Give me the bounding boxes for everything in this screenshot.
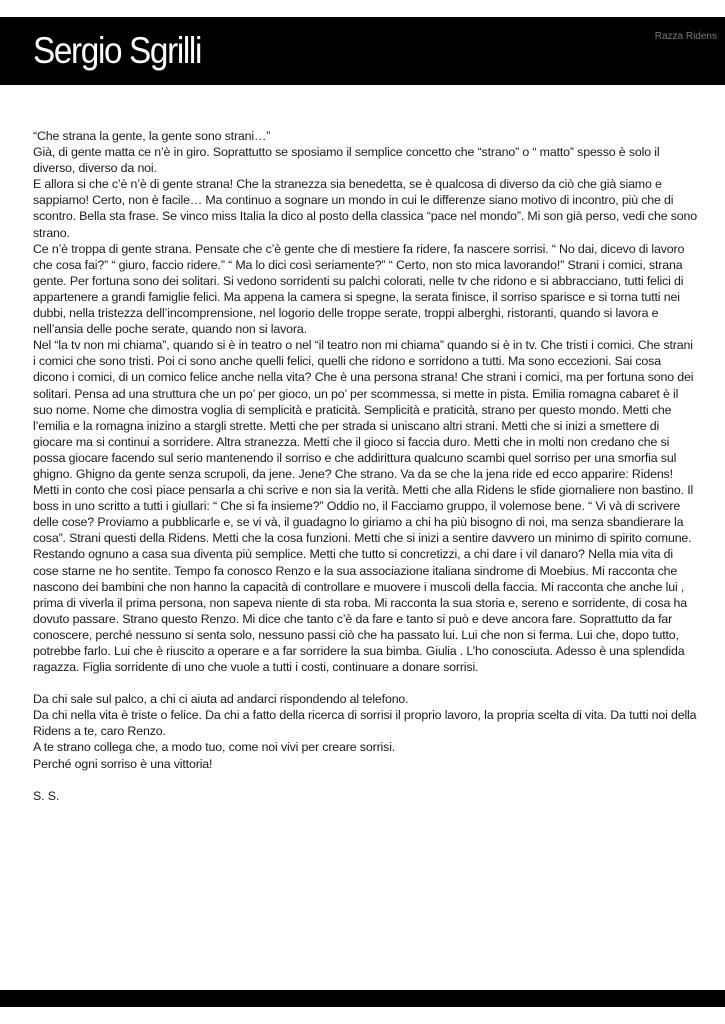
article-dedication: Da chi sale sul palco, a chi ci aiuta ad andarci rispondendo al telefono. Da chi nella vita è triste o felice. Da chi a fatto della ricerca di sorrisi il proprio lavoro, la propria scelta di vita. Da tutti noi della Ridens a te, caro Renzo. A te strano collega che, a modo tuo, come noi vivi per creare sorrisi. Perché ogni sorriso è una vittoria!	[33, 692, 697, 771]
article-body	[33, 128, 698, 804]
article-signature: S. S.	[33, 788, 60, 803]
footer-bar	[0, 990, 725, 1007]
author-name: Sergio Sgrilli	[33, 30, 202, 71]
section-label: Razza Ridens	[654, 31, 717, 42]
article-main-text: “Che strana la gente, la gente sono strani…” Già, di gente matta ce n’è in giro. Soprattutto se sposiamo il semplice concetto che “strano” o “ matto” spesso è solo il diverso, diverso da noi. E allora si che c’è n’è di gente strana! Che la stranezza sia benedetta, se è qualcosa di diverso da ciò che già siamo e sappiamo! Certo, non è facile… Ma continuo a sognare un mondo in cui le differenze siano motivo di incontro, più che di scontro. Bella sta frase. Se vinco miss Italia la dico al posto della classica “pace nel mondo”. Mi son già perso, vedi che sono strano. Ce n’è troppa di gente strana. Pensate che c’è gente che di mestiere fa ridere, fa nascere sorrisi. “ No dai, dicevo di lavoro che cosa fai?” “ giuro, faccio ridere.” “ Ma lo dici così seriamente?” “ Certo, non sto mica lavorando!” Strani i comici, strana gente. Per fortuna sono dei solitari. Si vedono sorridenti su palchi colorati, nelle tv che ridono e si abbracciano, tutti felici di appartenere a grandi famiglie felici. Ma appena la camera si spegne, la serata finisce, il sorriso sparisce e si torna tutti nei dubbi, nella tristezza dell’incomprensione, nel logorio delle troppe serate, troppi alberghi, ristoranti, quando si lavora e nell’ansia delle poche serate, quando non si lavora. Nel “la tv non mi chiama”, quando si è in teatro o nel “il teatro non mi chiama” quando si è in tv. Che tristi i comici. Che strani i comici che sono tristi. Poi ci sono anche quelli felici, quelli che ridono e sorridono a tutti. Ma sono eccezioni. Sai cosa dicono i comici, di un comico felice anche nella vita? Che è una persona strana! Che strani i comici, ma per fortuna sono dei solitari. Pensa ad una struttura che un po’ per gioco, un po’ per scommessa, si mette in pista. Emilia romagna cabaret è il suo nome. Nome che dimostra voglia di semplicità e praticità. Semplicità e praticità, strano per questo mondo. Metti che l’emilia e la romagna inizino a stargli strette. Metti che per strada si uniscano altri strani. Metti che si inizi a smettere di giocare ma si continui a sorridere. Altra stranezza. Metti che il gioco si faccia duro. Metti che in molti non credano che si possa giocare facendo sul serio mantenendo il sorriso e che addirittura qualcuno scambi quel sorriso per una smorfia sul ghigno. Ghigno da gente senza scrupoli, da jene. Jene? Che strano. Va da se che la jena ride ed ecco apparire: Ridens! Metti in conto che così piace pensarla a chi scrive e non sia la verità. Metti che alla Ridens le sfide giornaliere non bastino. Il boss in uno scritto a tutti i giullari: “ Che si fa insieme?” Oddio no, il Facciamo gruppo, il volemose bene. “ Vi và di scrivere delle cose? Proviamo a pubblicarle e, se vi và, il guadagno lo giriamo a chi ha più bisogno di noi, ma senza sbandierare la cosa”. Strani questi della Ridens. Metti che la cosa funzioni. Metti che si inizi a sentire davvero un minimo di spirito comune. Restando ognuno a casa sua diventa più semplice. Metti che tutto si concretizzi, a chi dare i vil danaro? Nella mia vita di cose starne ne ho sentite. Tempo fa conosco Renzo e la sua associazione italiana sindrome di Moebius. Mi racconta che nascono dei bambini che non hanno la capacità di controllare e muovere i muscoli della faccia. Mi racconta che anche lui , prima di viverla il prima persona, non sapeva niente di sta roba. Mi racconta la sua storia e, sereno e sorridente, di cosa ha dovuto passare. Strano questo Renzo. Mi dice che tanto c’è da fare e tanto si può e deve ancora fare. Soprattutto da far conoscere, perché nessuno si senta solo, nessuno passi ciò che ha passato lui. Lui che non si ferma. Lui che, dopo tutto, potrebbe farlo. Lui che è riuscito a operare e a far sorridere la sua bimba. Giulia . L’ho conosciuta. Adesso è una splendida ragazza. Figlia sorridente di uno che vuole a tutti i costi, continuare a donare sorrisi.	[33, 129, 698, 675]
header-bar	[0, 17, 725, 85]
